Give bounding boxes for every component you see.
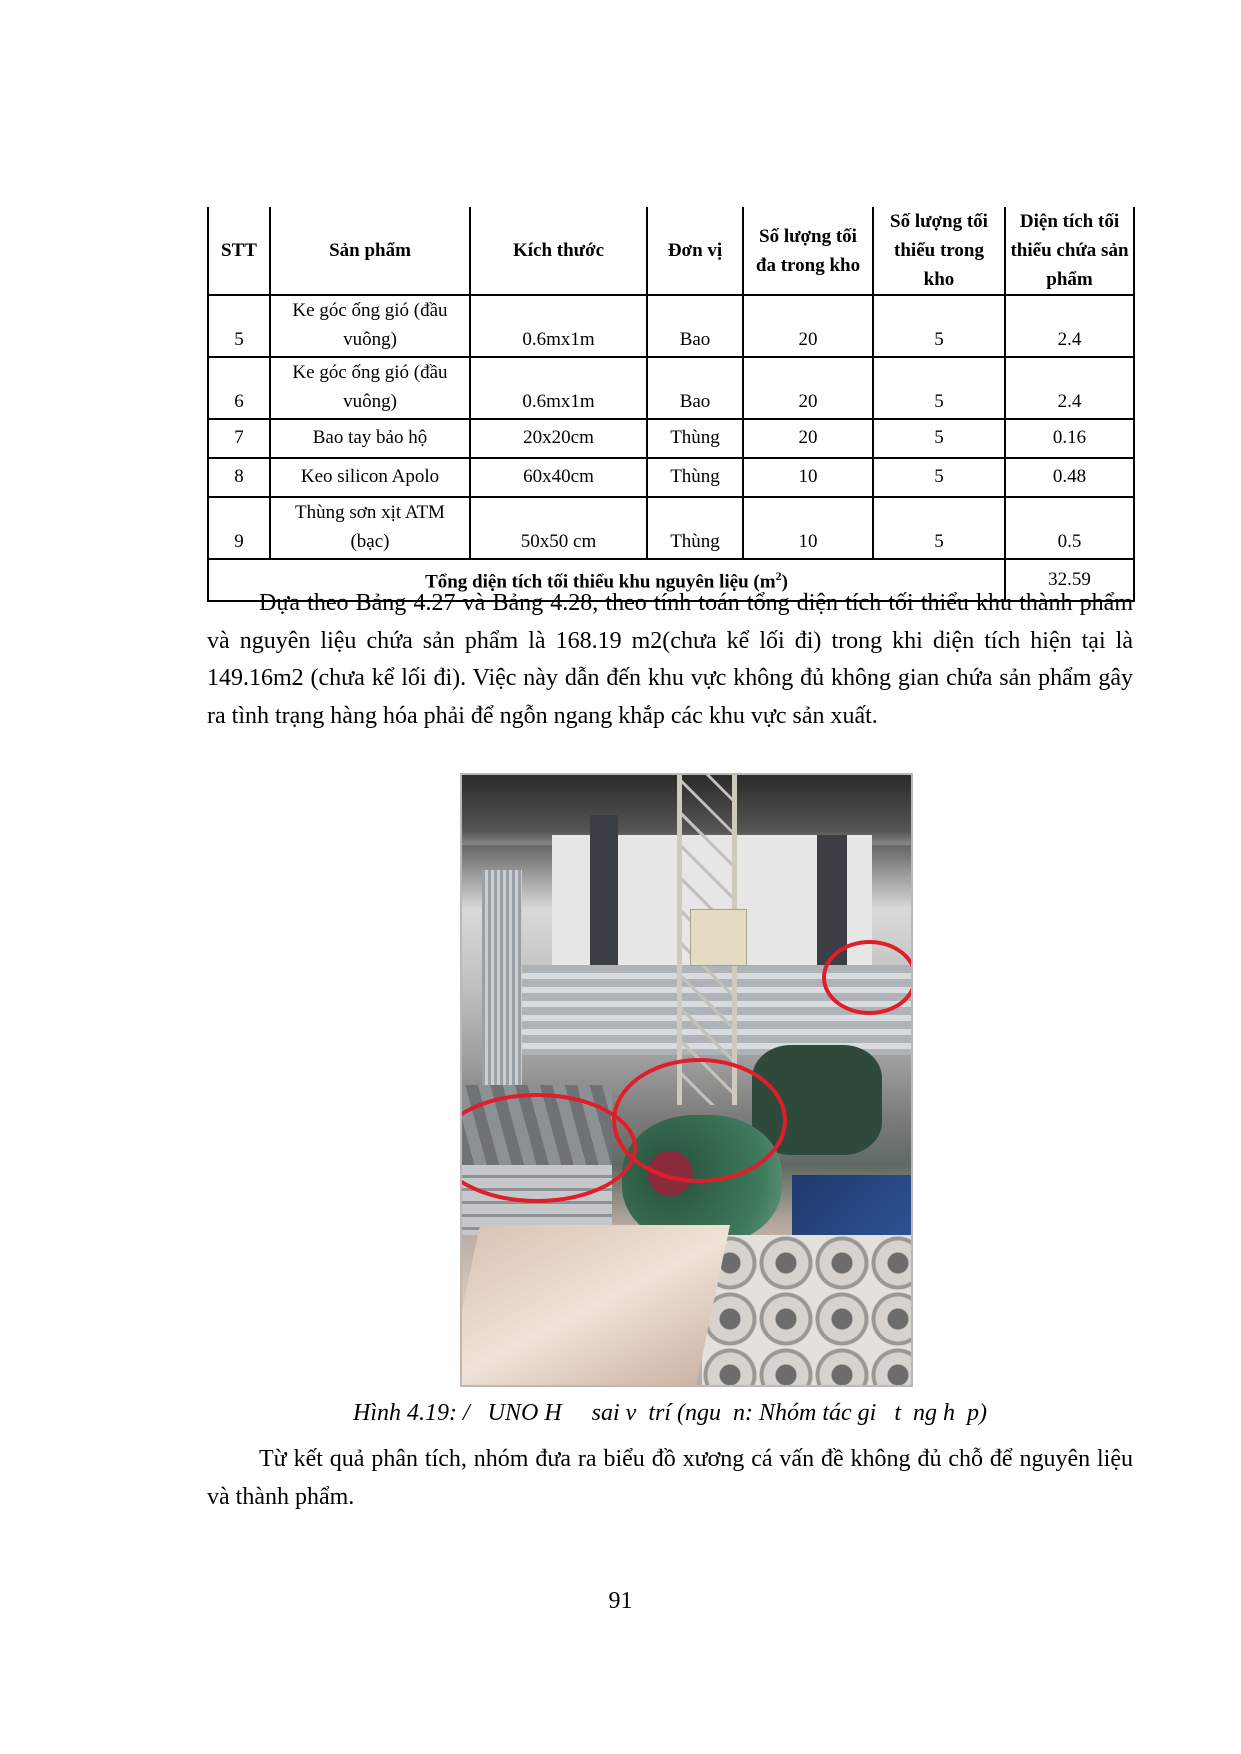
cell-min-qty: 5 bbox=[873, 497, 1005, 559]
cell-size: 0.6mx1m bbox=[470, 295, 647, 357]
materials-area-table bbox=[207, 207, 1135, 602]
cell-unit: Thùng bbox=[647, 419, 743, 458]
cell-min-qty: 5 bbox=[873, 295, 1005, 357]
cell-unit: Thùng bbox=[647, 497, 743, 559]
total-value: 32.59 bbox=[1005, 559, 1134, 601]
cell-size: 50x50 cm bbox=[470, 497, 647, 559]
cell-min-area: 0.5 bbox=[1005, 497, 1134, 559]
cell-max-qty: 20 bbox=[743, 419, 873, 458]
cell-max-qty: 10 bbox=[743, 458, 873, 497]
header-stt: STT bbox=[208, 207, 270, 295]
cell-stt: 9 bbox=[208, 497, 270, 559]
cell-min-qty: 5 bbox=[873, 458, 1005, 497]
cell-min-area: 2.4 bbox=[1005, 357, 1134, 419]
header-max-qty: Số lượng tối đa trong kho bbox=[743, 207, 873, 295]
table-row bbox=[208, 497, 1134, 559]
table-row bbox=[208, 458, 1134, 497]
cell-stt: 8 bbox=[208, 458, 270, 497]
cell-product: Ke góc ống gió (đầu vuông) bbox=[270, 357, 470, 419]
highlight-circle-roll bbox=[612, 1058, 787, 1183]
page-number: 91 bbox=[608, 1588, 633, 1614]
total-label-text: Tổng diện tích tối thiểu khu nguyên liệu (m bbox=[425, 571, 776, 593]
total-label-superscript: 2 bbox=[775, 568, 782, 583]
cell-unit: Thùng bbox=[647, 458, 743, 497]
paragraph-2-text: Từ kết quả phân tích, nhóm đưa ra biểu đồ xương cá vấn đề không đủ chỗ để nguyên liệu và thành phẩm. bbox=[207, 1446, 1133, 1510]
cell-unit: Bao bbox=[647, 295, 743, 357]
paragraph-1-text: Dựa theo Bảng 4.27 và Bảng 4.28, theo tính toán tổng diện tích tối thiểu khu thành phẩm và nguyên liệu chứa sản phẩm là 168.19 m2(chưa kể lối đi) trong khi diện tích hiện tại là 149.16m2 (chưa kể lối đi). Việc này dẫn đến khu vực không đủ không gian chứa sản phẩm gây ra tình trạng hàng hóa phải để ngỗn ngang khắp các khu vực sản xuất. bbox=[207, 590, 1133, 729]
paragraph-area-comparison bbox=[207, 585, 1133, 735]
header-product: Sản phẩm bbox=[270, 207, 470, 295]
header-min-qty: Số lượng tối thiểu trong kho bbox=[873, 207, 1005, 295]
cell-product: Ke góc ống gió (đầu vuông) bbox=[270, 295, 470, 357]
cell-size: 0.6mx1m bbox=[470, 357, 647, 419]
cell-size: 20x20cm bbox=[470, 419, 647, 458]
photo-control-box bbox=[690, 909, 747, 966]
cell-product: Keo silicon Apolo bbox=[270, 458, 470, 497]
photo-tiled-floor bbox=[702, 1235, 913, 1387]
cell-max-qty: 10 bbox=[743, 497, 873, 559]
highlight-circle-boxes bbox=[822, 940, 913, 1015]
photo-insulation-bag bbox=[460, 1225, 730, 1387]
figure-caption: Hình 4.19: / UNO H sai v trí (ngu n: Nhóm tác gi t ng h p) bbox=[353, 1400, 987, 1426]
cell-max-qty: 20 bbox=[743, 295, 873, 357]
header-size: Kích thước bbox=[470, 207, 647, 295]
warehouse-photo bbox=[460, 773, 913, 1387]
cell-max-qty: 20 bbox=[743, 357, 873, 419]
cell-product: Bao tay bảo hộ bbox=[270, 419, 470, 458]
cell-min-area: 2.4 bbox=[1005, 295, 1134, 357]
total-label-close: ) bbox=[781, 571, 788, 593]
table-row bbox=[208, 357, 1134, 419]
paragraph-fishbone-intro bbox=[207, 1441, 1133, 1516]
cell-stt: 5 bbox=[208, 295, 270, 357]
table-row bbox=[208, 295, 1134, 357]
cell-size: 60x40cm bbox=[470, 458, 647, 497]
cell-min-qty: 5 bbox=[873, 419, 1005, 458]
cell-min-qty: 5 bbox=[873, 357, 1005, 419]
table-row bbox=[208, 419, 1134, 458]
cell-unit: Bao bbox=[647, 357, 743, 419]
cell-product: Thùng sơn xịt ATM (bạc) bbox=[270, 497, 470, 559]
cell-stt: 7 bbox=[208, 419, 270, 458]
cell-min-area: 0.16 bbox=[1005, 419, 1134, 458]
header-min-area: Diện tích tối thiểu chứa sản phẩm bbox=[1005, 207, 1134, 295]
table-header-row bbox=[208, 207, 1134, 295]
cell-stt: 6 bbox=[208, 357, 270, 419]
header-unit: Đơn vị bbox=[647, 207, 743, 295]
cell-min-area: 0.48 bbox=[1005, 458, 1134, 497]
